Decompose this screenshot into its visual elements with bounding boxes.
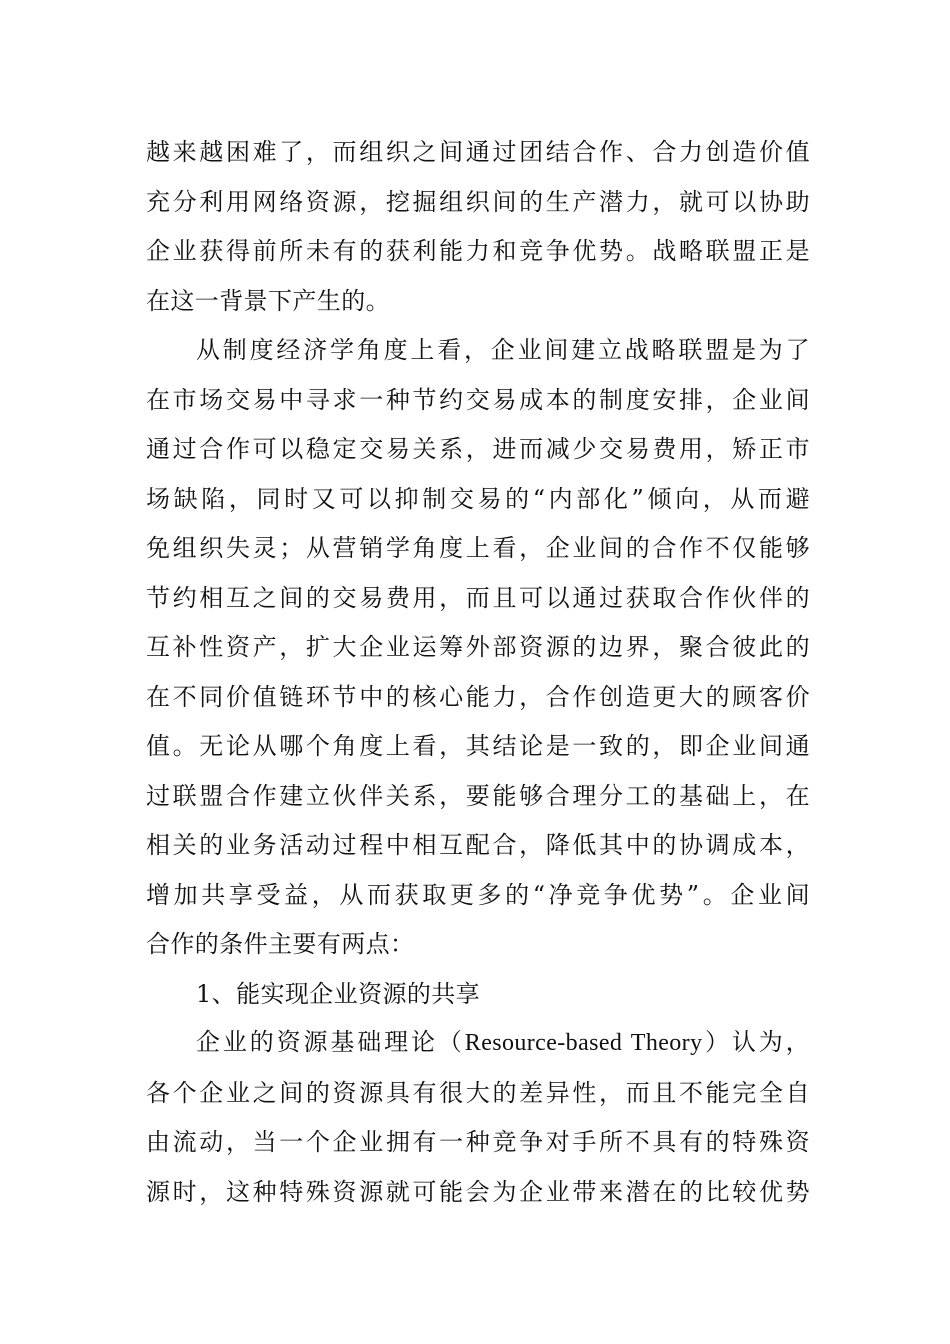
text-line: 各个企业之间的资源具有很大的差异性，而且不能完全自 <box>146 1078 810 1107</box>
text-line: 由流动，当一个企业拥有一种竞争对手所不具有的特殊资 <box>146 1128 810 1156</box>
text-line: 源时，这种特殊资源就可能会为企业带来潜在的比较优势 <box>146 1177 810 1206</box>
section-heading: 1、能实现企业资源的共享 <box>196 979 481 1008</box>
text-line: 场缺陷，同时又可以抑制交易的“内部化”倾向，从而避 <box>146 484 810 513</box>
text-line: 企业获得前所未有的获利能力和竞争优势。战略联盟正是 <box>146 237 810 265</box>
text-line: 充分利用网络资源，挖掘组织间的生产潜力，就可以协助 <box>146 187 810 216</box>
text-line: 相关的业务活动过程中相互配合，降低其中的协调成本， <box>146 831 810 859</box>
paragraph-first-line: 从制度经济学角度上看，企业间建立战略联盟是为了 <box>196 336 810 364</box>
text-line: 免组织失灵；从营销学角度上看，企业间的合作不仅能够 <box>146 534 810 562</box>
text-line: 过联盟合作建立伙伴关系，要能够合理分工的基础上，在 <box>146 781 810 810</box>
text-line: 合作的条件主要有两点： <box>146 930 415 958</box>
text-line: 互补性资产，扩大企业运筹外部资源的边界，聚合彼此的 <box>146 633 810 661</box>
text-line: 增加共享受益，从而获取更多的“净竞争优势”。企业间 <box>146 880 810 909</box>
text-line: 节约相互之间的交易费用，而且可以通过获取合作伙伴的 <box>146 583 810 612</box>
text-line: 在这一背景下产生的。 <box>146 286 390 315</box>
paragraph-first-line: 企业的资源基础理论（Resource-based Theory）认为， <box>196 1030 810 1056</box>
text-line: 在不同价值链环节中的核心能力，合作创造更大的顾客价 <box>146 682 810 711</box>
text-line: 通过合作可以稳定交易关系，进而减少交易费用，矫正市 <box>146 435 810 463</box>
text-line: 值。无论从哪个角度上看，其结论是一致的，即企业间通 <box>146 732 810 760</box>
text-line: 在市场交易中寻求一种节约交易成本的制度安排，企业间 <box>146 385 810 414</box>
text-line: 越来越困难了，而组织之间通过团结合作、合力创造价值 <box>146 138 810 166</box>
body-text <box>146 128 810 1217</box>
